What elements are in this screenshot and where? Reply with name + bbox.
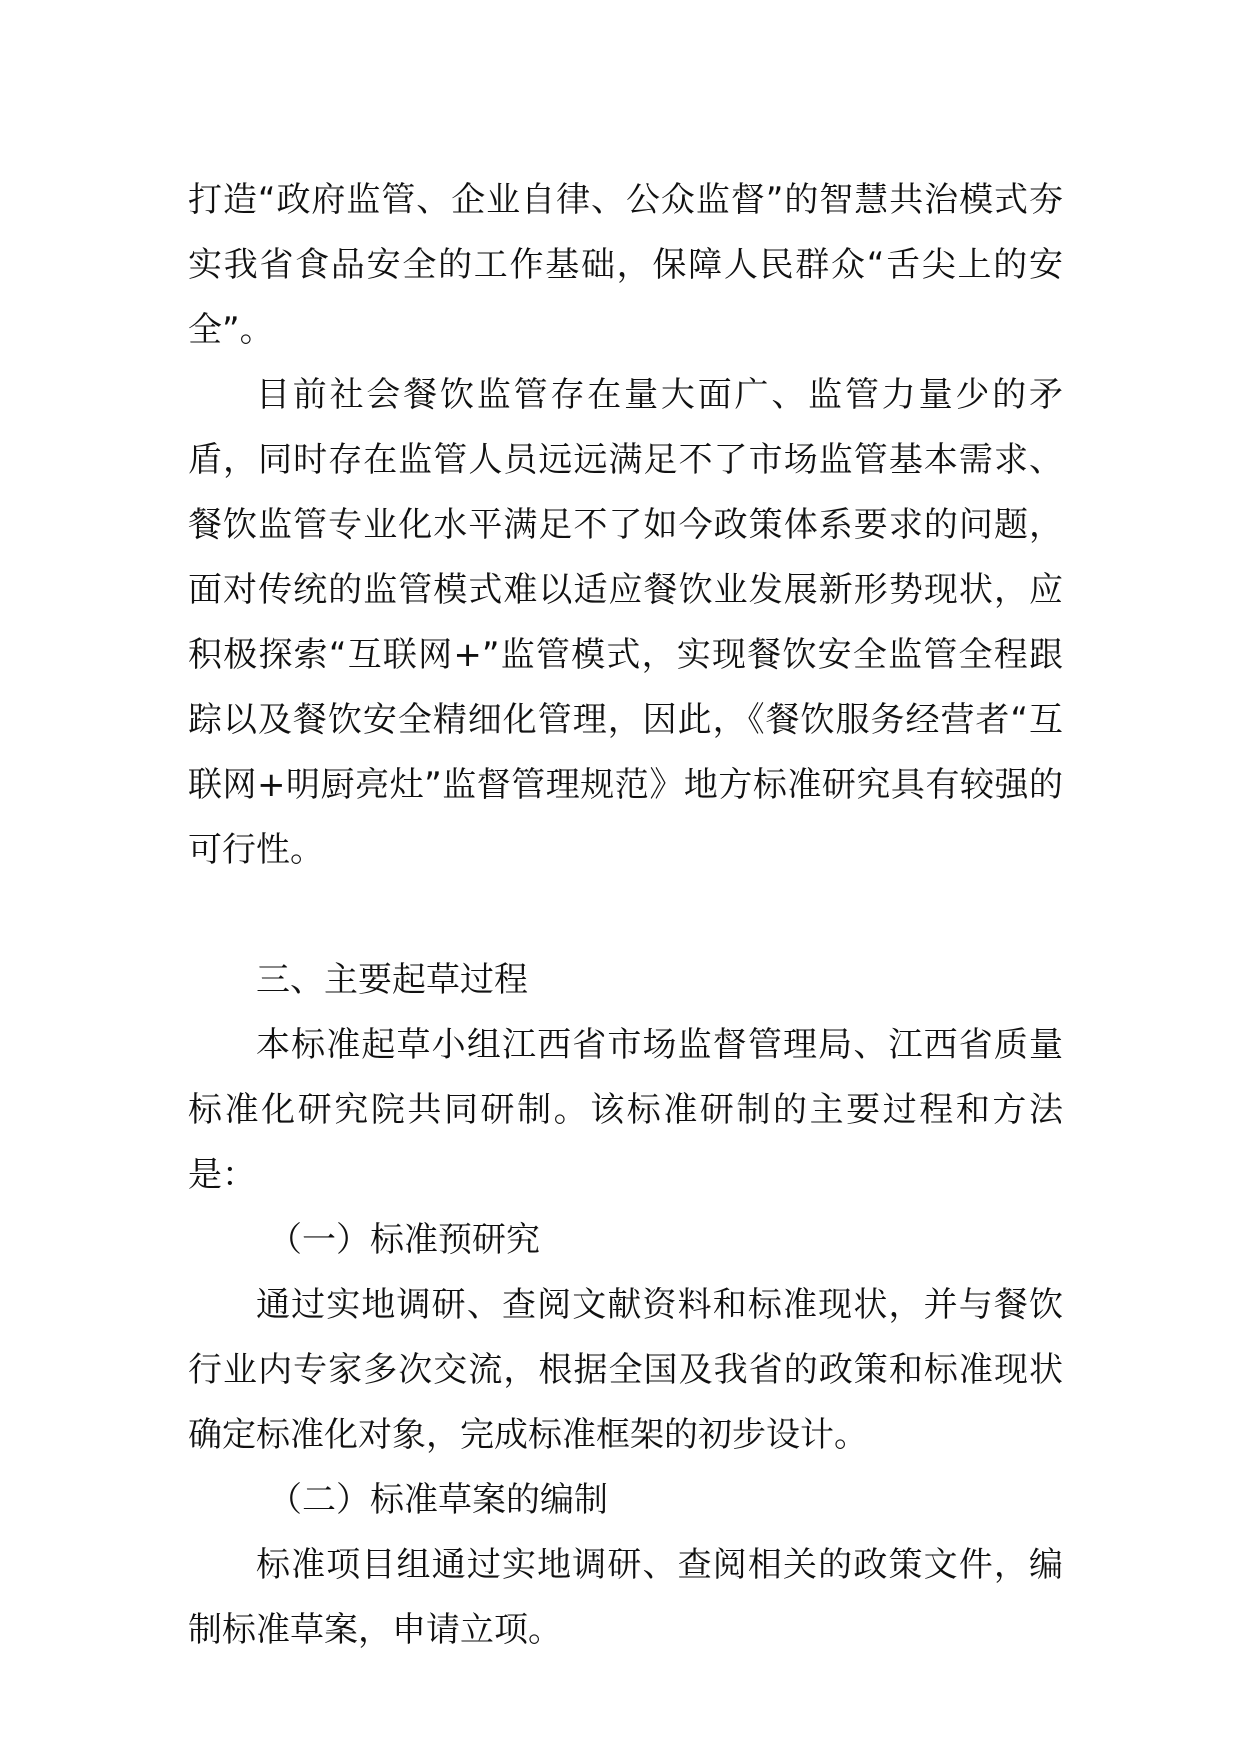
subsection-heading-pre-research: （一）标准预研究 bbox=[268, 1220, 540, 1260]
paragraph-pre-research: 通过实地调研、查阅文献资料和标准现状，并与餐饮行业内专家多次交流，根据全国及我省的政策和标准现状确定标准化对象，完成标准框架的初步设计。 bbox=[188, 1285, 1063, 1455]
paragraph-continuation: 打造“政府监管、企业自律、公众监督”的智慧共治模式夯实我省食品安全的工作基础，保障人民群众“舌尖上的安全”。 bbox=[188, 180, 1063, 350]
document-body bbox=[188, 168, 1063, 1663]
paragraph-drafting-group: 本标准起草小组江西省市场监督管理局、江西省质量标准化研究院共同研制。该标准研制的主要过程和方法是： bbox=[188, 1025, 1063, 1195]
subsection-heading-draft-compilation: （二）标准草案的编制 bbox=[268, 1480, 608, 1520]
paragraph-spacer bbox=[188, 883, 1063, 948]
section-heading-drafting-process: 三、主要起草过程 bbox=[256, 960, 528, 1000]
paragraph-regulation-status: 目前社会餐饮监管存在量大面广、监管力量少的矛盾，同时存在监管人员远远满足不了市场监管基本需求、餐饮监管专业化水平满足不了如今政策体系要求的问题，面对传统的监管模式难以适应餐饮业发展新形势现状，应积极探索“互联网+”监管模式，实现餐饮安全监管全程跟踪以及餐饮安全精细化管理，因此，《餐饮服务经营者“互联网+明厨亮灶”监督管理规范》地方标准研究具有较强的可行性。 bbox=[188, 375, 1063, 870]
paragraph-draft-compilation: 标准项目组通过实地调研、查阅相关的政策文件，编制标准草案，申请立项。 bbox=[188, 1545, 1063, 1650]
